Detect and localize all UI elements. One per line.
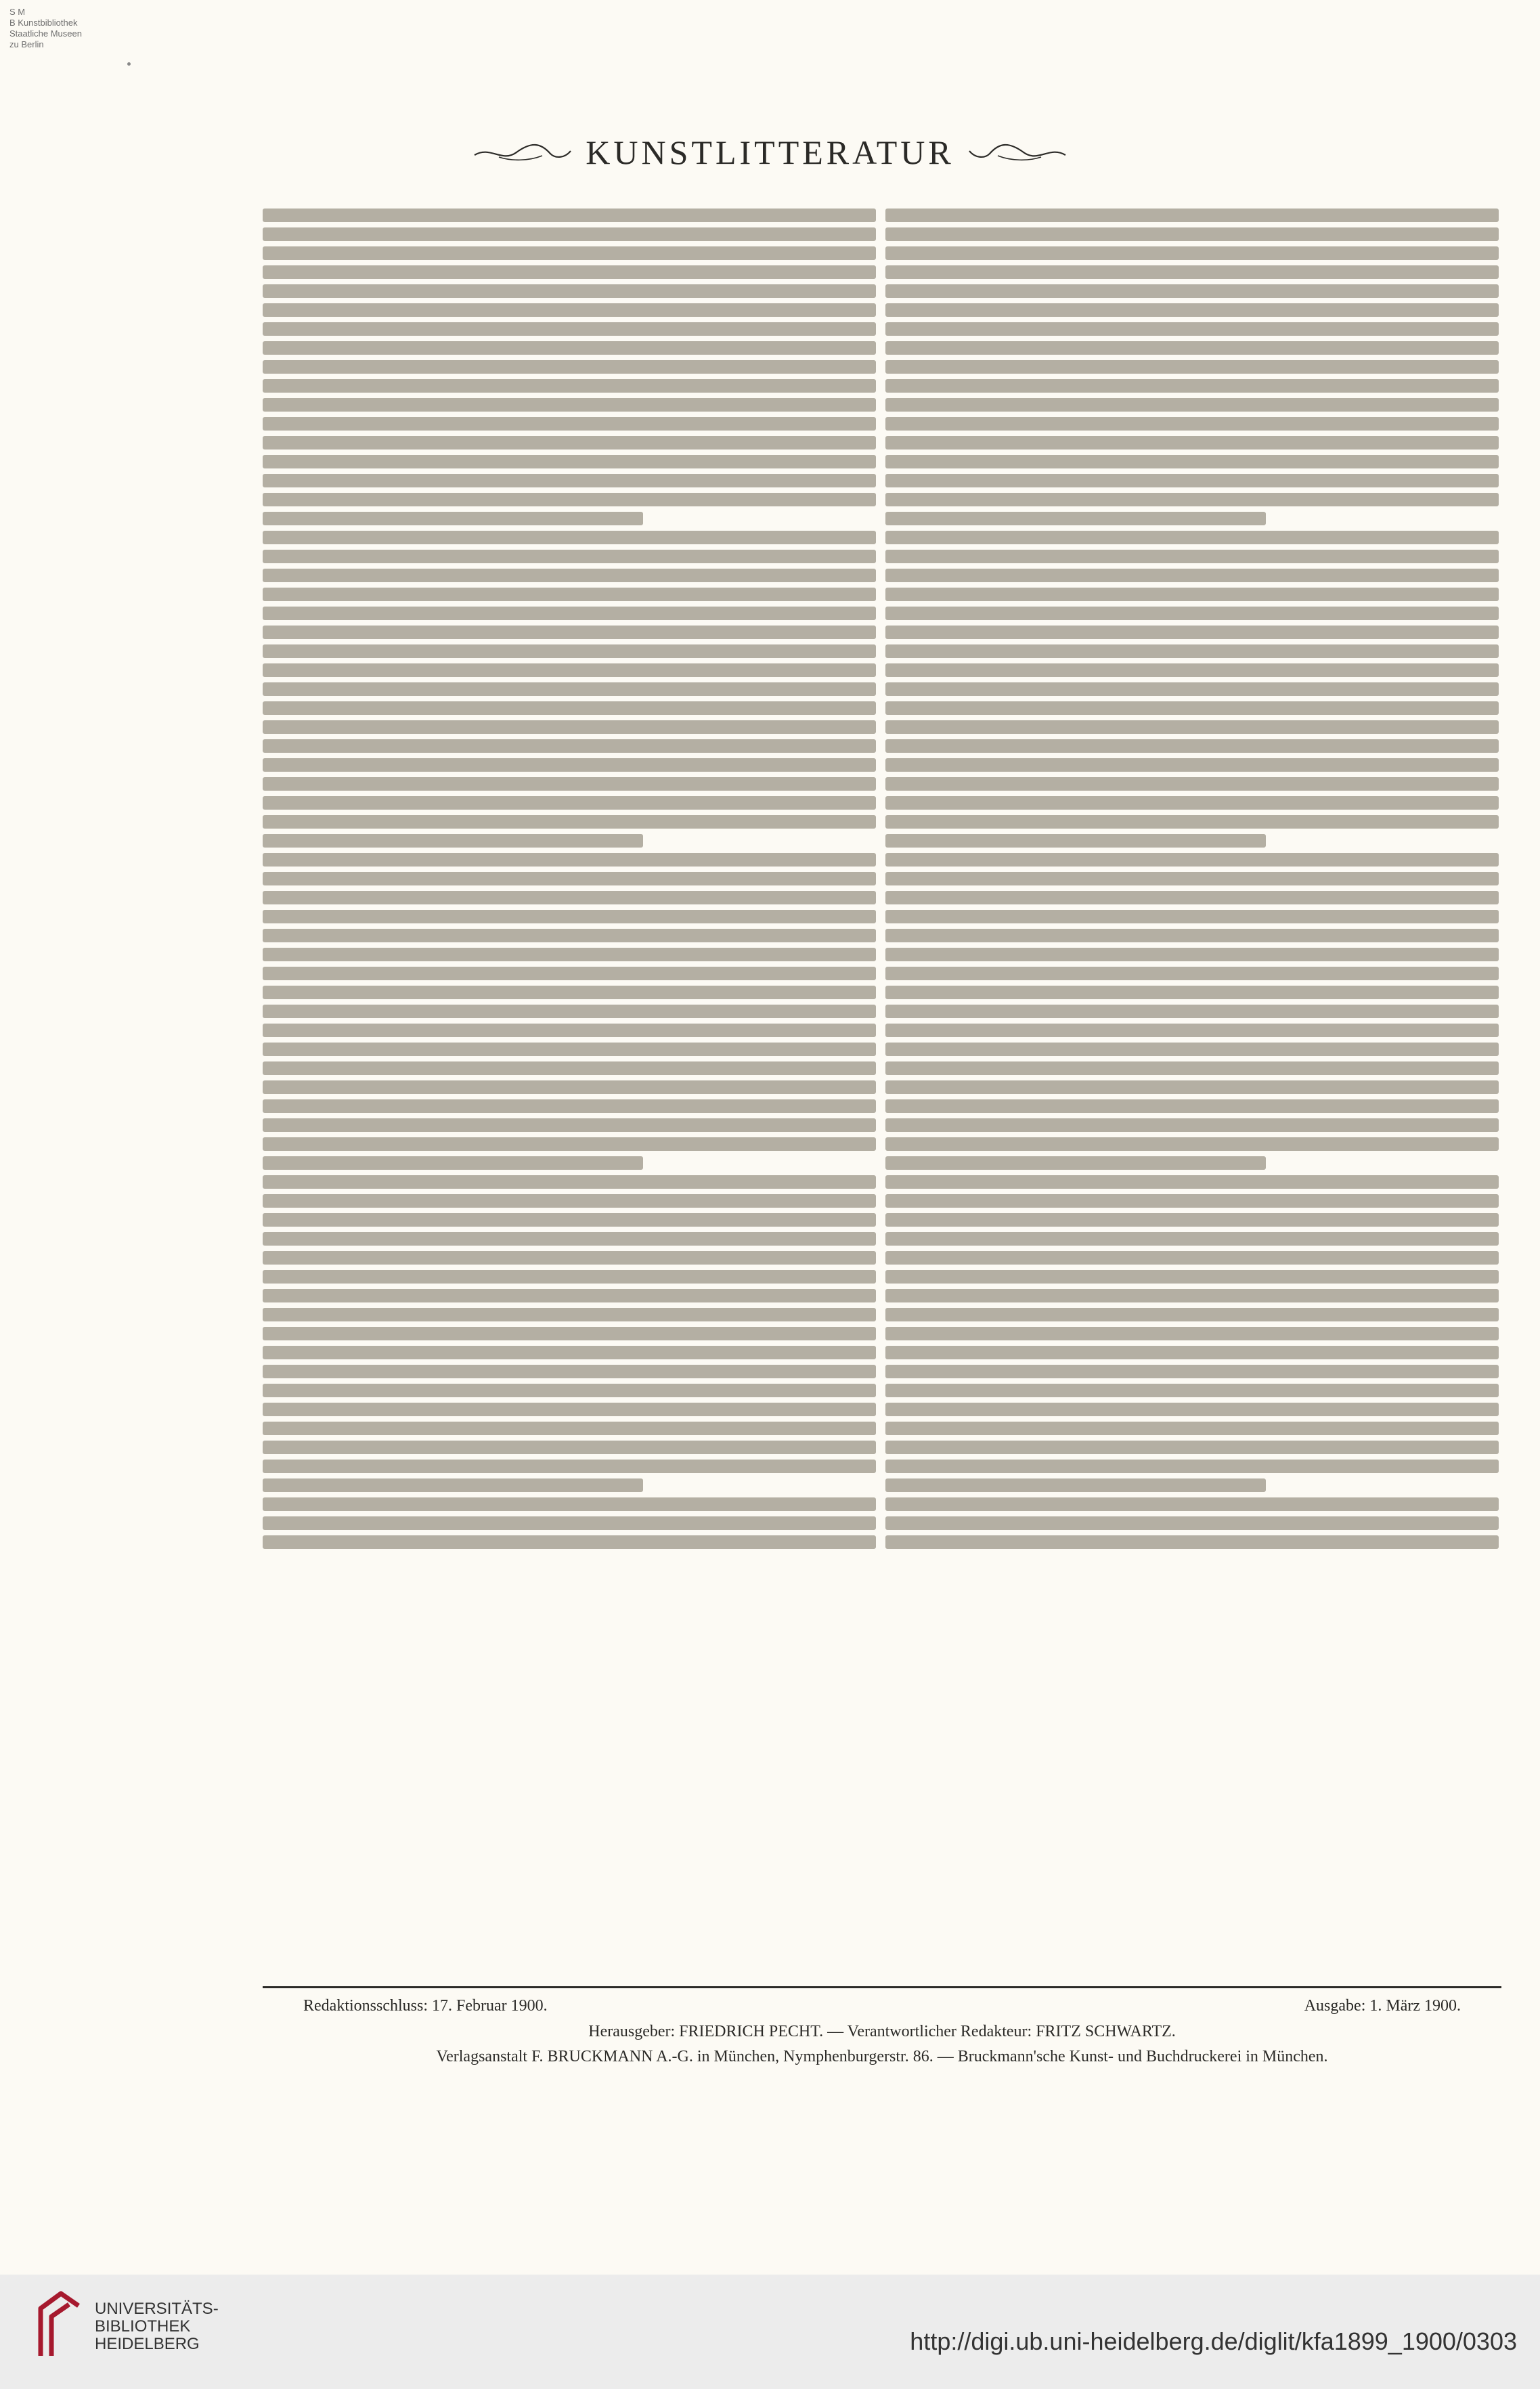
text-line-placeholder <box>263 739 876 753</box>
library-name-line: HEIDELBERG <box>95 2335 200 2353</box>
text-line-placeholder <box>885 246 1499 260</box>
text-line-placeholder <box>263 891 876 904</box>
text-line-placeholder <box>885 891 1499 904</box>
text-line-placeholder <box>263 1308 876 1321</box>
text-line-placeholder <box>885 1005 1499 1018</box>
library-name-line: BIBLIOTHEK <box>95 2317 191 2336</box>
text-line-placeholder <box>263 1213 876 1227</box>
text-line-placeholder <box>885 265 1499 279</box>
stamp-line: zu Berlin <box>9 39 44 49</box>
text-line-placeholder <box>263 1061 876 1075</box>
text-line-placeholder <box>885 948 1499 961</box>
text-line-placeholder <box>263 1251 876 1265</box>
text-line-placeholder <box>885 417 1499 431</box>
text-line-placeholder <box>263 1403 876 1416</box>
text-line-placeholder <box>885 436 1499 450</box>
text-line-placeholder <box>885 531 1499 544</box>
text-line-placeholder <box>263 379 876 393</box>
text-line-placeholder <box>263 341 876 355</box>
text-line-placeholder <box>885 1232 1499 1246</box>
text-line-placeholder <box>885 379 1499 393</box>
text-line-placeholder <box>885 1175 1499 1189</box>
text-line-placeholder <box>263 436 876 450</box>
text-line-placeholder <box>885 474 1499 487</box>
text-line-placeholder <box>263 910 876 923</box>
text-line-placeholder <box>263 720 876 734</box>
ink-dot <box>127 62 131 66</box>
right-column-text <box>885 203 1499 1956</box>
issue-date: Ausgabe: 1. März 1900. <box>1304 1997 1461 2015</box>
text-line-placeholder <box>885 493 1499 506</box>
text-line-placeholder <box>263 531 876 544</box>
text-line-placeholder <box>263 1175 876 1189</box>
text-line-placeholder <box>885 284 1499 298</box>
text-line-placeholder <box>263 1327 876 1340</box>
text-line-placeholder <box>263 967 876 980</box>
text-line-placeholder <box>885 720 1499 734</box>
text-line-placeholder <box>885 872 1499 885</box>
left-column-text <box>263 203 876 1956</box>
text-line-placeholder <box>885 1403 1499 1416</box>
text-line-placeholder <box>885 986 1499 999</box>
text-line-placeholder <box>885 227 1499 241</box>
text-line-placeholder <box>885 1043 1499 1056</box>
text-line-placeholder <box>885 569 1499 582</box>
text-line-placeholder <box>885 588 1499 601</box>
text-line-placeholder <box>885 1194 1499 1208</box>
text-line-placeholder <box>263 209 876 222</box>
page-header <box>0 132 1540 173</box>
text-line-placeholder <box>263 1384 876 1397</box>
text-line-placeholder <box>263 569 876 582</box>
text-line-placeholder <box>885 1346 1499 1359</box>
text-line-placeholder <box>263 588 876 601</box>
text-line-placeholder <box>263 644 876 658</box>
text-line-placeholder <box>885 1384 1499 1397</box>
text-line-placeholder <box>263 948 876 961</box>
text-line-placeholder <box>263 1346 876 1359</box>
text-line-placeholder <box>885 1118 1499 1132</box>
text-line-placeholder <box>885 739 1499 753</box>
text-line-placeholder <box>263 853 876 867</box>
text-line-placeholder <box>885 1270 1499 1284</box>
text-line-placeholder <box>885 1251 1499 1265</box>
right-ornament-icon <box>967 139 1068 166</box>
stamp-line: B Kunstbibliothek <box>9 18 78 28</box>
text-line-placeholder <box>885 398 1499 412</box>
text-line-placeholder <box>263 626 876 639</box>
text-line-placeholder <box>263 663 876 677</box>
text-line-placeholder <box>885 663 1499 677</box>
text-line-placeholder <box>263 1441 876 1454</box>
text-line-placeholder <box>885 701 1499 715</box>
text-line-placeholder <box>885 1478 1266 1492</box>
text-line-placeholder <box>885 1213 1499 1227</box>
text-line-placeholder <box>263 1024 876 1037</box>
page-title: KUNSTLITTERATUR <box>586 133 954 171</box>
text-line-placeholder <box>885 512 1266 525</box>
text-line-placeholder <box>885 626 1499 639</box>
text-line-placeholder <box>263 777 876 791</box>
text-line-placeholder <box>263 1497 876 1511</box>
library-name <box>95 2300 219 2353</box>
text-line-placeholder <box>263 1422 876 1435</box>
text-line-placeholder <box>263 758 876 772</box>
text-line-placeholder <box>263 682 876 696</box>
footer-editors: Herausgeber: FRIEDRICH PECHT. — Verantwortlicher Redakteur: FRITZ SCHWARTZ. <box>588 2023 1176 2040</box>
library-stamp <box>9 7 82 50</box>
text-line-placeholder <box>885 1516 1499 1530</box>
text-line-placeholder <box>263 1460 876 1473</box>
text-line-placeholder <box>885 607 1499 620</box>
text-line-placeholder <box>263 398 876 412</box>
text-line-placeholder <box>263 1137 876 1151</box>
text-line-placeholder <box>263 1080 876 1094</box>
text-line-placeholder <box>885 1061 1499 1075</box>
text-line-placeholder <box>263 474 876 487</box>
text-line-placeholder <box>263 1118 876 1132</box>
text-line-placeholder <box>263 929 876 942</box>
text-line-placeholder <box>263 834 643 848</box>
text-line-placeholder <box>885 1024 1499 1037</box>
text-line-placeholder <box>263 815 876 829</box>
text-line-placeholder <box>885 1327 1499 1340</box>
text-line-placeholder <box>885 1497 1499 1511</box>
text-line-placeholder <box>263 1270 876 1284</box>
footer-publisher: Verlagsanstalt F. BRUCKMANN A.-G. in München, Nymphenburgerstr. 86. — Bruckmann'sche Kunst- und Buchdruckerei in München. <box>436 2048 1328 2065</box>
text-line-placeholder <box>263 512 643 525</box>
text-line-placeholder <box>885 815 1499 829</box>
text-line-placeholder <box>885 834 1266 848</box>
text-line-placeholder <box>885 910 1499 923</box>
text-line-placeholder <box>263 246 876 260</box>
text-line-placeholder <box>263 493 876 506</box>
text-line-placeholder <box>885 341 1499 355</box>
text-line-placeholder <box>885 929 1499 942</box>
text-line-placeholder <box>885 455 1499 468</box>
text-line-placeholder <box>885 967 1499 980</box>
text-line-placeholder <box>885 1080 1499 1094</box>
text-line-placeholder <box>885 360 1499 374</box>
text-line-placeholder <box>263 227 876 241</box>
text-line-placeholder <box>263 1516 876 1530</box>
text-line-placeholder <box>885 1365 1499 1378</box>
text-line-placeholder <box>885 1156 1266 1170</box>
text-line-placeholder <box>263 303 876 317</box>
text-line-placeholder <box>263 986 876 999</box>
text-line-placeholder <box>263 1005 876 1018</box>
text-line-placeholder <box>263 455 876 468</box>
text-line-placeholder <box>263 550 876 563</box>
library-banner <box>0 2275 1540 2389</box>
text-line-placeholder <box>885 322 1499 336</box>
text-line-placeholder <box>263 1043 876 1056</box>
text-line-placeholder <box>885 1422 1499 1435</box>
university-library-logo-icon <box>34 2288 85 2363</box>
text-line-placeholder <box>885 1441 1499 1454</box>
stamp-line: Staatliche Museen <box>9 28 82 39</box>
text-line-placeholder <box>263 322 876 336</box>
page-url[interactable]: http://digi.ub.uni-heidelberg.de/diglit/kfa1899_1900/0303 <box>910 2327 1517 2355</box>
text-line-placeholder <box>885 682 1499 696</box>
text-line-placeholder <box>263 872 876 885</box>
text-line-placeholder <box>263 1289 876 1302</box>
text-line-placeholder <box>263 360 876 374</box>
text-line-placeholder <box>263 1194 876 1208</box>
footer-dates <box>263 1997 1501 2015</box>
text-line-placeholder <box>263 265 876 279</box>
stamp-line: S M <box>9 7 26 17</box>
text-line-placeholder <box>885 303 1499 317</box>
text-line-placeholder <box>263 607 876 620</box>
text-line-placeholder <box>885 1099 1499 1113</box>
text-line-placeholder <box>885 796 1499 810</box>
text-line-placeholder <box>885 777 1499 791</box>
text-line-placeholder <box>885 1460 1499 1473</box>
text-line-placeholder <box>885 550 1499 563</box>
library-name-line: UNIVERSITÄTS- <box>95 2300 219 2318</box>
text-line-placeholder <box>263 796 876 810</box>
editorial-deadline: Redaktionsschluss: 17. Februar 1900. <box>303 1997 548 2015</box>
text-line-placeholder <box>263 1365 876 1378</box>
text-line-placeholder <box>885 1137 1499 1151</box>
text-line-placeholder <box>885 644 1499 658</box>
left-ornament-icon <box>472 139 573 166</box>
text-line-placeholder <box>885 209 1499 222</box>
text-line-placeholder <box>885 758 1499 772</box>
text-line-placeholder <box>263 1535 876 1549</box>
text-line-placeholder <box>885 853 1499 867</box>
text-line-placeholder <box>263 1156 643 1170</box>
text-line-placeholder <box>885 1535 1499 1549</box>
text-line-placeholder <box>263 284 876 298</box>
text-line-placeholder <box>263 1232 876 1246</box>
text-line-placeholder <box>263 1099 876 1113</box>
text-line-placeholder <box>885 1308 1499 1321</box>
footer-rule <box>263 1986 1501 1988</box>
text-line-placeholder <box>263 417 876 431</box>
text-line-placeholder <box>263 1478 643 1492</box>
text-line-placeholder <box>885 1289 1499 1302</box>
text-line-placeholder <box>263 701 876 715</box>
